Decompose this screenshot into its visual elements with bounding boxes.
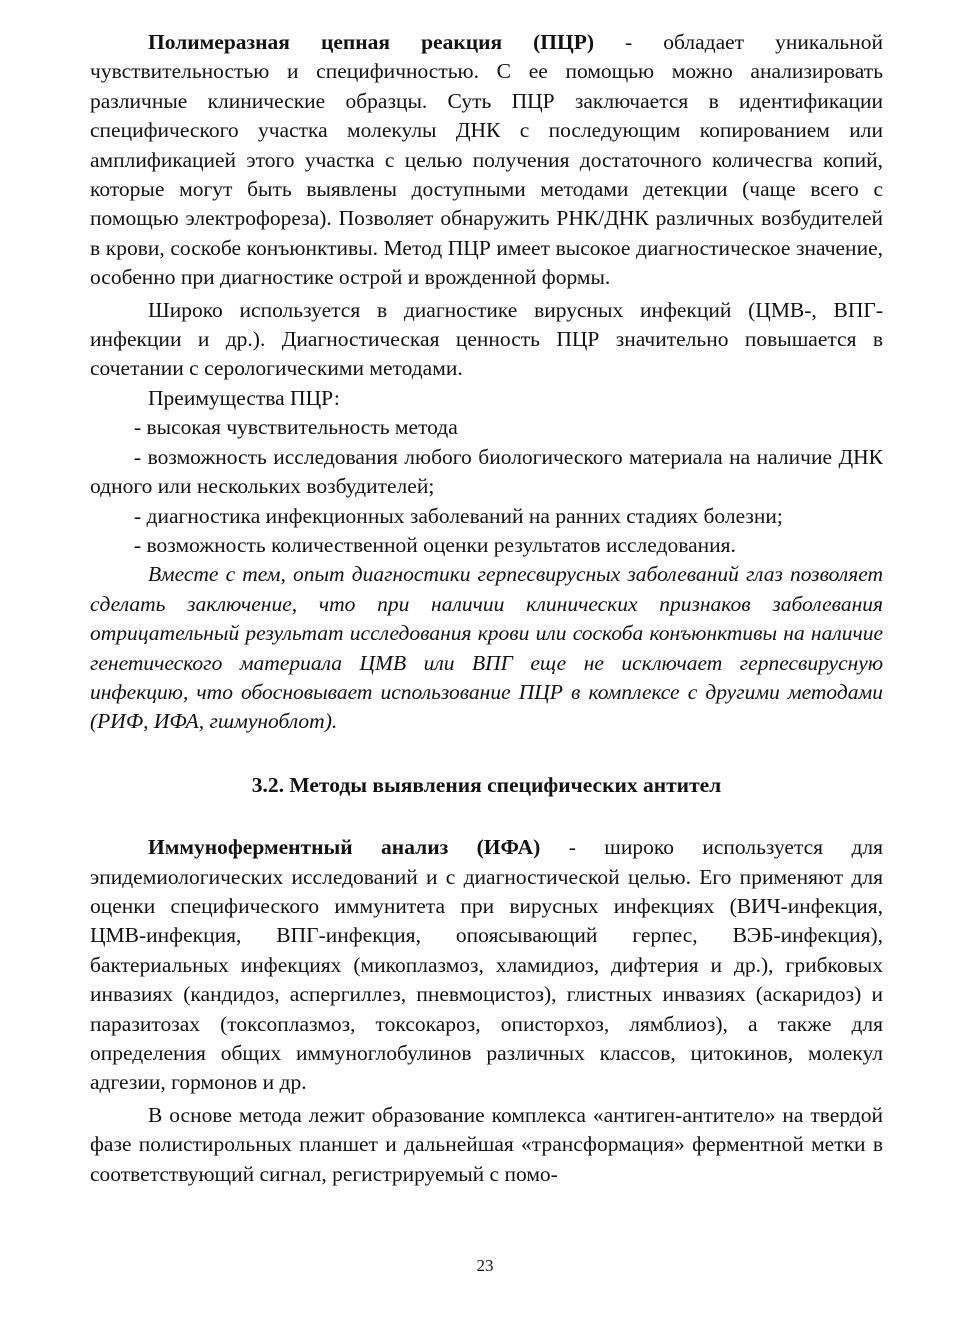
ifa-term: Иммуноферментный анализ (ИФА) — [148, 835, 541, 860]
page-number: 23 — [476, 1256, 494, 1275]
advantage-item-1: - высокая чувствительность метода — [134, 415, 458, 440]
pcr-paragraph — [90, 28, 883, 293]
advantage-item-3: - диагностика инфекционных заболеваний на ранних стадиях болезни; — [134, 503, 783, 528]
advantage-item-4: - возможность количественной оценки результатов исследования. — [134, 532, 736, 557]
pcr-description: - обладает уникальной чувствительностью и специфичностью. С ее помощью можно анализировать различные клинические образцы. Суть ПЦР заключается в идентификации специфического участка молекулы ДНК с последующим копированием или амплификацией этого участка с целью получения достаточного количесгва копий, которые могут быть выявлены доступными методами детекции (чаще всего с помощью электрофореза). Позволяет обнаружить РНК/ДНК различных возбудителей в крови, соскобе конъюнктивы. Метод ПЦР имеет высокое диагностическое значение, особенно при диагностике острой и врожденной формы. — [90, 30, 883, 290]
page-content — [90, 28, 883, 1189]
advantage-item-2: - возможность исследования любого биологического материала на наличие ДНК одного или нескольких возбудителей; — [90, 444, 883, 499]
pcr-usage-paragraph: Широко используется в диагностике вирусных инфекций (ЦМВ-, ВПГ-инфекции и др.). Диагностическая ценность ПЦР значительно повышается в сочетании с серологическими методами. — [90, 297, 883, 381]
pcr-term: Полимеразная цепная реакция (ПЦР) — [148, 30, 595, 54]
italic-note-paragraph: Вместе с тем, опыт диагностики герпесвирусных заболеваний глаз позволяет сделать заключение, что при наличии клинических признаков заболевания отрицательный результат исследования крови или соскоба конъюнктивы на наличие генетического материала ЦМВ или ВПГ еще не исключает герпесвирусную инфекцию, что обосновывает использование ПЦР в комплексе с другими методами (РИФ, ИФА, гшмуноблот). — [90, 562, 883, 734]
section-heading: 3.2. Методы выявления специфических антител — [251, 772, 722, 797]
ifa-paragraph — [90, 833, 883, 1098]
advantages-title: Преимущества ПЦР: — [148, 385, 340, 410]
method-basis-paragraph: В основе метода лежит образование комплекса «антиген-антитело» на твердой фазе полистирольных планшет и дальнейшая «трансформация» ферментной метки в соответствующий сигнал, регистрируемый с помо- — [90, 1102, 883, 1186]
ifa-description: - широко используется для эпидемиологических исследований и с диагностической целью. Его применяют для оценки специфического иммунитета при вирусных инфекциях (ВИЧ-инфекция, ЦМВ-инфекция, ВПГ-инфекция, опоясывающий герпес, ВЭБ-инфекция), бактериальных инфекциях (микоплазмоз, хламидиоз, дифтерия и др.), грибковых инвазиях (кандидоз, аспергиллез, пневмоцистоз), глистных инвазиях (аскаридоз) и паразитозах (токсоплазмоз, токсокароз, описторхоз, лямблиоз), а также для определения общих иммуноглобулинов различных классов, цитокинов, молекул адгезии, гормонов и др. — [90, 835, 884, 1095]
